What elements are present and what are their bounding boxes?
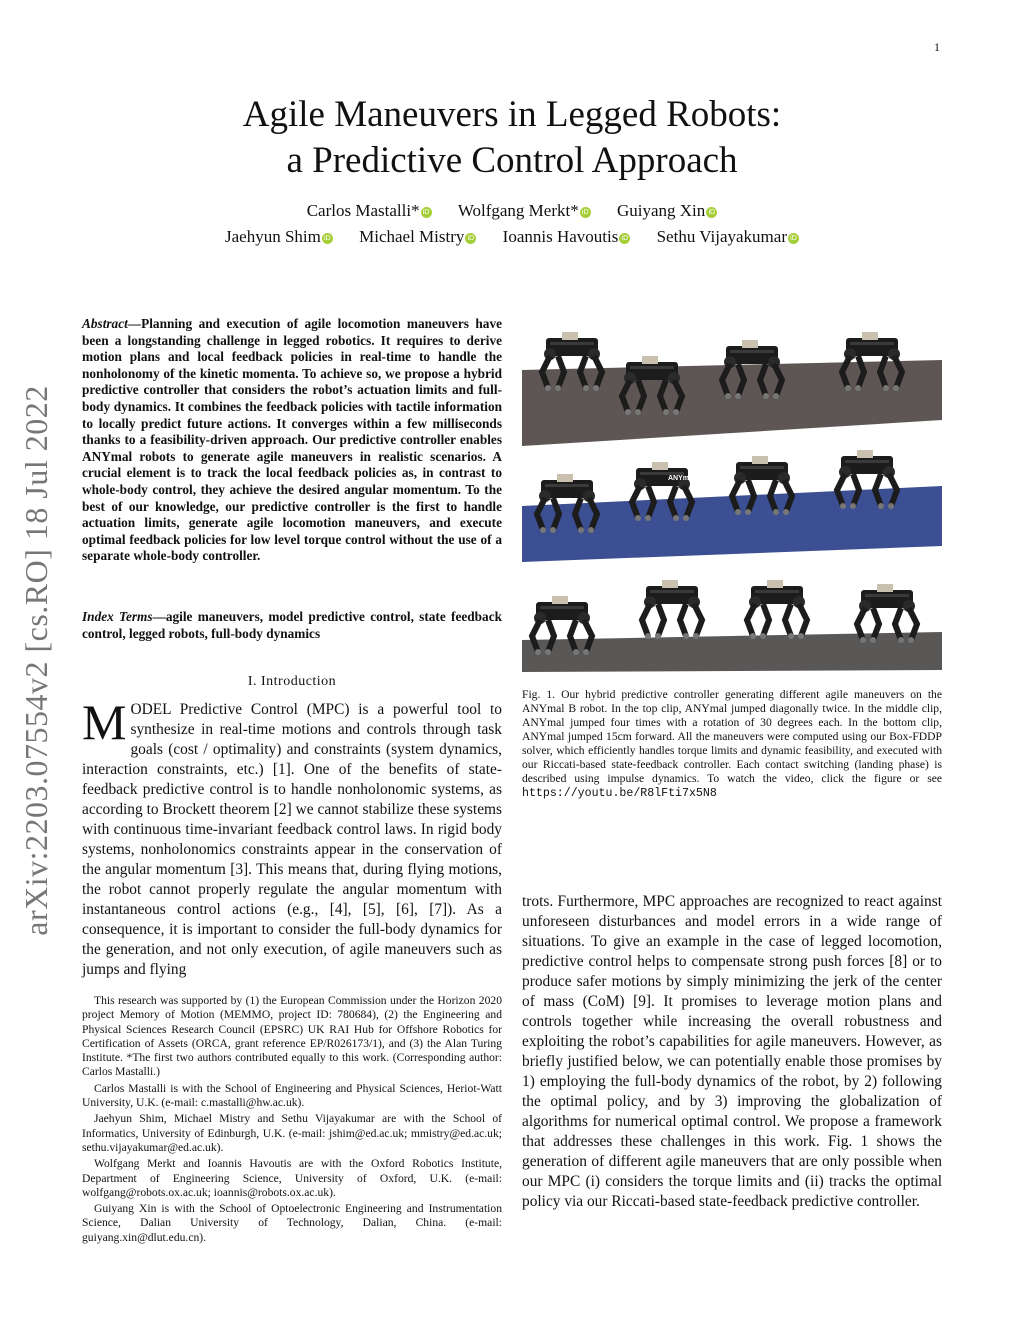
title-line-2: a Predictive Control Approach: [286, 140, 738, 181]
caption-text: Fig. 1. Our hybrid predictive controller generating different agile maneuvers on the ANYmal B robot. In the top clip, ANYmal jumped diagonally twice. In the middle clip, ANYmal jumped four times with a rotation of 30 degrees each. In the bottom clip, ANYmal jumped 15cm forward. All the maneuvers were computed using our Box-FDDP solver, which efficiently handles torque limits and dynamic feasibility, and executed with our Riccati-based state-feedback controller. Each contact switching (landing phase) is described using impulse dynamics. To watch the video, click the figure or see: [522, 688, 942, 785]
footnote: This research was supported by (1) the European Commission under the Horizon 2020 project Memory of Motion (MEMMO, project ID: 780684), (2) the Engineering and Physical Sciences Research Council (EPSRC) UK RAI Hub for Offshore Robotics for Certification of Assets (ORCA, grant reference EP/R026173/1), and (3) the Alan Turing Institute. *The first two authors contributed equally to this work. (Corresponding author: Carlos Mastalli.): [82, 994, 502, 1079]
figure-1-image[interactable]: [522, 300, 942, 672]
orcid-icon[interactable]: iD: [706, 207, 717, 218]
footnote: Jaehyun Shim, Michael Mistry and Sethu Vijayakumar are with the School of Informatics, University of Edinburgh, U.K. (e-mail: jshim@ed.ac.uk; mmistry@ed.ac.uk; sethu.vijayakumar@ed.ac.uk).: [82, 1112, 502, 1154]
orcid-icon[interactable]: iD: [465, 233, 476, 244]
paper-title: [112, 92, 912, 184]
orcid-icon[interactable]: iD: [322, 233, 333, 244]
author-row-2: [112, 224, 912, 250]
footnote: Carlos Mastalli is with the School of Engineering and Physical Sciences, Heriot-Watt University, U.K. (e-mail: c.mastalli@hw.ac.uk).: [82, 1081, 502, 1110]
intro-text: ODEL Predictive Control (MPC) is a powerful tool to synthesize in real-time motions and controls through task goals (cost / optimality) and constraints (system dynamics, interaction constraints, etc.) [1]. One of the benefits of state-feedback predictive control is to handle nonholonomic systems, as according to Brockett theorem [2] we cannot stabilize these systems with continuous time-invariant feedback control laws. In rigid body systems, nonholonomics constraints appear in the conservation of the angular momentum [3]. This means that, during flying motions, the robot cannot properly regulate the angular momentum with instantaneous control actions (e.g., [4], [5], [6], [7]). As a consequence, it is important to consider the full-body dynamics for the generation, and not only execution, of agile maneuvers such as jumps and flying: [82, 701, 502, 978]
arxiv-id: arXiv:2203.07554v2 [cs.RO] 18 Jul 2022: [17, 384, 54, 936]
orcid-icon[interactable]: iD: [788, 233, 799, 244]
video-link[interactable]: https://youtu.be/R8lFti7x5N8: [522, 787, 717, 800]
footnotes: [82, 994, 502, 1247]
author: Wolfgang Merkt* iD: [458, 198, 591, 224]
title-line-1: Agile Maneuvers in Legged Robots:: [242, 94, 782, 135]
figure-caption: [522, 688, 942, 801]
author: Michael Mistry iD: [359, 224, 476, 250]
figure-1[interactable]: [522, 300, 942, 672]
orcid-icon[interactable]: iD: [580, 207, 591, 218]
footnote: Wolfgang Merkt and Ioannis Havoutis are with the Oxford Robotics Institute, Department of Engineering Science, University of Oxford, U.K. (e-mail: wolfgang@robots.ox.ac.uk; ioannis@robots.ox.ac.uk).: [82, 1157, 502, 1199]
orcid-icon[interactable]: iD: [619, 233, 630, 244]
index-terms: [82, 609, 502, 642]
abstract-body: Planning and execution of agile locomotion maneuvers have been a longstanding challenge in legged robotics. It requires to derive motion plans and local feedback policies in real-time to handle the nonholonomy of the kinetic momenta. To achieve so, we propose a hybrid predictive controller that considers the robot’s actuation limits and full-body dynamics. It combines the feedback policies with tactile information to locally predict future actions. It converges within a few milliseconds thanks to a feasibility-driven approach. Our predictive controller enables ANYmal robots to generate agile maneuvers in realistic scenarios. A crucial element is to track the local feedback policies as, in contrast to whole-body control, they achieve the desired angular momentum. To the best of our knowledge, our predictive controller is the first to handle actuation limits, generate agile locomotion maneuvers, and execute optimal feedback policies for low level torque control without the use of a separate whole-body controller.: [82, 316, 502, 564]
index-terms-body: —agile maneuvers, model predictive control, state feedback control, legged robots, full-body dynamics: [82, 609, 502, 641]
abstract-lead: Abstract—: [82, 316, 142, 331]
arxiv-watermark: [6, 360, 66, 960]
author-list: [112, 198, 912, 250]
author: Guiyang Xin iD: [617, 198, 717, 224]
robot-logo-text: ANYmal: [668, 475, 695, 482]
drop-cap: M: [82, 694, 127, 750]
right-column-text: trots. Furthermore, MPC approaches are recognized to react against unforeseen disturbances and model errors in a wide range of situations. To give an example in the case of legged locomotion, predictive control helps to compensate strong push forces [8] or to produce safer motions by simply minimizing the jerk of the center of mass (CoM) [9]. It promises to leverage motion plans and controls together while increasing the overall robustness and exploiting the robot’s capabilities for agile maneuvers. However, as briefly justified below, we can potentially enable those promises by 1) employing the full-body dynamics of the robot, by 2) following the optimal policy, and by 3) improving the globalization of algorithms for numerical optimal control. We propose a framework that addresses these challenges in this work. Fig. 1 shows the generation of different agile maneuvers that are only possible when our MPC (i) considers the torque limits and (ii) tracks the optimal policy via our Riccati-based state-feedback predictive controller.: [522, 893, 942, 1210]
author-row-1: [112, 198, 912, 224]
intro-paragraph: [82, 694, 502, 980]
index-terms-lead: Index Terms: [82, 609, 153, 624]
author: Sethu Vijayakumar iD: [657, 224, 799, 250]
abstract: [82, 316, 502, 565]
section-heading: I. Introduction: [247, 674, 337, 689]
author: Carlos Mastalli* iD: [307, 198, 432, 224]
author: Jaehyun Shim iD: [225, 224, 333, 250]
page-number: 1: [934, 40, 940, 54]
orcid-icon[interactable]: iD: [421, 207, 432, 218]
footnote: Guiyang Xin is with the School of Optoelectronic Engineering and Instrumentation Science, Dalian University of Technology, Dalian, China. (e-mail: guiyang.xin@dlut.edu.cn).: [82, 1202, 502, 1244]
author: Ioannis Havoutis iD: [503, 224, 631, 250]
